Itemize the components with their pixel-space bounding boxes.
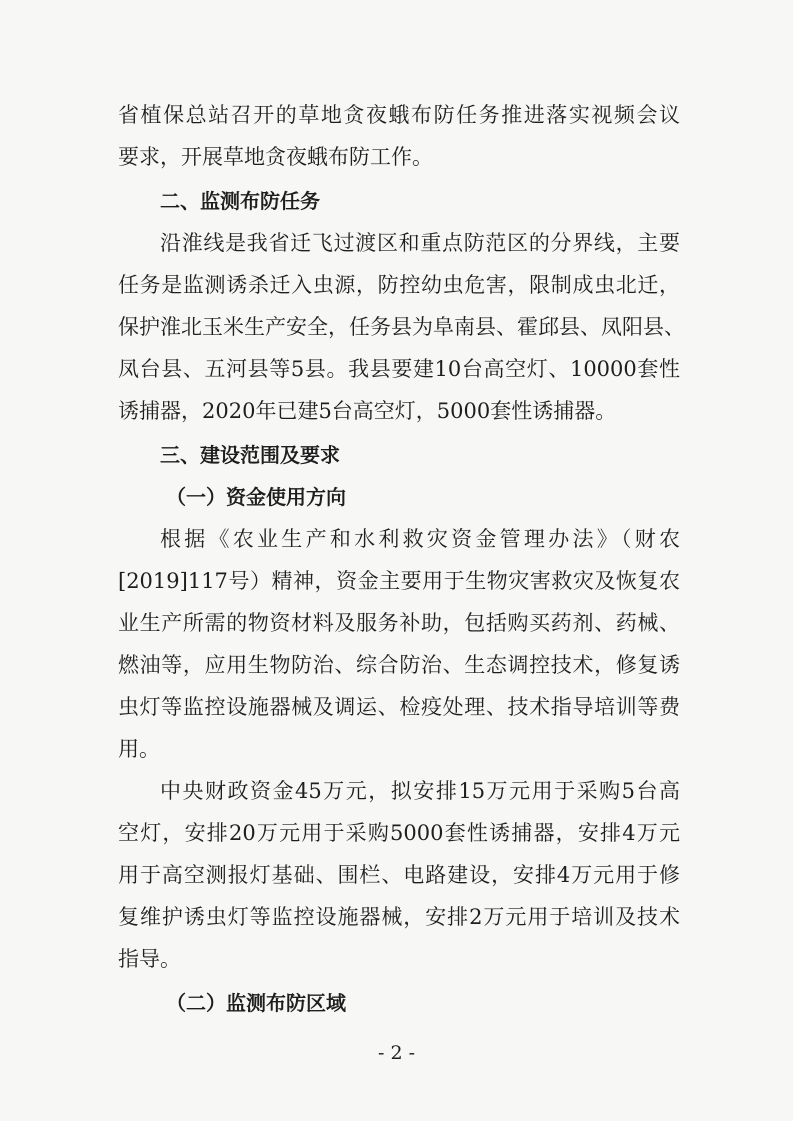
section-heading: 三、建设范围及要求 [160,443,340,467]
text-line: 要求，开展草地贪夜蛾布防工作。 [118,145,433,169]
text-line: [2019]117号）精神，资金主要用于生物灾害救灾及恢复农 [118,569,680,593]
text-line: 沿淮线是我省迁飞过渡区和重点防范区的分界线，主要 [160,231,680,255]
text-line: 复维护诱虫灯等监控设施器械，安排2万元用于培训及技术 [118,905,680,929]
page-number: - 2 - [377,1042,415,1064]
text-line: 根据《农业生产和水利救灾资金管理办法》（财农 [160,527,680,551]
text-line: 任务是监测诱杀迁入虫源，防控幼虫危害，限制成虫北迁， [118,273,680,297]
text-line: 空灯，安排20万元用于采购5000套性诱捕器，安排4万元 [118,821,680,845]
text-line: 用于高空测报灯基础、围栏、电路建设，安排4万元用于修 [118,863,680,887]
text-line: 指导。 [118,947,181,971]
text-line: 用。 [118,737,160,761]
section-heading: 二、监测布防任务 [160,189,320,213]
text-line: 省植保总站召开的草地贪夜蛾布防任务推进落实视频会议 [118,103,680,127]
text-line: 保护淮北玉米生产安全，任务县为阜南县、霍邱县、凤阳县、 [118,315,685,339]
subsection-heading: （一）资金使用方向 [166,485,346,509]
text-line: 业生产所需的物资材料及服务补助，包括购买药剂、药械、 [118,611,680,635]
subsection-heading: （二）监测布防区域 [166,991,346,1015]
text-line: 中央财政资金45万元，拟安排15万元用于采购5台高 [160,779,680,803]
text-line: 燃油等，应用生物防治、综合防治、生态调控技术，修复诱 [118,653,680,677]
text-line: 虫灯等监控设施器械及调运、检疫处理、技术指导培训等费 [118,695,680,719]
text-line: 诱捕器，2020年已建5台高空灯，5000套性诱捕器。 [118,399,617,423]
text-line: 凤台县、五河县等5县。我县要建10台高空灯、10000套性 [118,357,680,381]
